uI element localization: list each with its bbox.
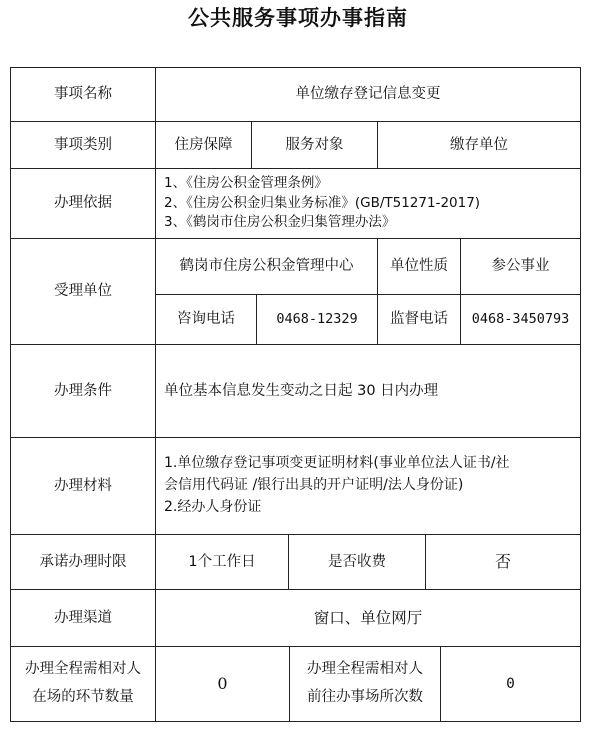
conditions-value: 单位基本信息发生变动之日起 30 日内办理 — [164, 382, 439, 399]
presence-label — [11, 647, 155, 721]
basis-label: 办理依据 — [54, 195, 112, 212]
time-limit-value: 1个工作日 — [188, 553, 256, 570]
visits-label-line: 办理全程需相对人 — [307, 661, 423, 678]
item-category-value: 住房保障 — [174, 136, 233, 153]
unit-nature-value: 参公事业 — [491, 258, 550, 275]
materials-line: 会信用代码证 /银行出具的开户证明/法人身份证) — [164, 477, 464, 494]
basis-list — [156, 169, 580, 238]
supervise-phone-label: 监督电话 — [390, 311, 448, 328]
materials-line: 2.经办人身份证 — [164, 498, 262, 515]
table-border-right — [580, 67, 581, 722]
visits-label-line: 前往办事场所次数 — [307, 689, 423, 705]
visits-label — [290, 647, 440, 721]
channel-value: 窗口、单位网厅 — [313, 608, 423, 627]
service-target-label: 服务对象 — [285, 136, 344, 153]
consult-phone-value: 0468-12329 — [276, 311, 358, 328]
visits-count: 0 — [506, 675, 515, 692]
basis-line: 3、《鹤岗市住房公积金归集管理办法》 — [164, 214, 396, 231]
materials-list — [156, 438, 580, 534]
item-name-label: 事项名称 — [54, 86, 112, 103]
time-limit-label: 承诺办理时限 — [39, 553, 127, 570]
presence-count: 0 — [217, 673, 228, 693]
conditions-label: 办理条件 — [54, 382, 112, 399]
fee-value: 否 — [494, 551, 511, 571]
item-name-value: 单位缴存登记信息变更 — [295, 86, 441, 103]
supervise-phone-value: 0468-3450793 — [471, 311, 570, 328]
consult-phone-label: 咨询电话 — [177, 311, 235, 328]
basis-line: 2、《住房公积金归集业务标准》(GB/T51271-2017) — [164, 194, 481, 211]
page-title: 公共服务事项办事指南 — [188, 5, 408, 30]
materials-label: 办理材料 — [54, 477, 112, 494]
materials-line: 1.单位缴存登记事项变更证明材料(事业单位法人证书/社 — [164, 455, 510, 472]
channel-label: 办理渠道 — [54, 609, 112, 626]
table-border-bottom — [10, 721, 581, 722]
fee-label: 是否收费 — [328, 553, 386, 570]
service-target-value: 缴存单位 — [450, 136, 508, 153]
item-type-label: 事项类别 — [54, 136, 112, 153]
basis-line: 1、《住房公积金管理条例》 — [164, 175, 328, 192]
accepting-unit-label: 受理单位 — [54, 283, 112, 300]
presence-label-line: 办理全程需相对人 — [25, 661, 141, 678]
accepting-unit-name: 鹤岗市住房公积金管理中心 — [179, 258, 354, 275]
presence-label-line: 在场的环节数量 — [32, 689, 134, 705]
unit-nature-label: 单位性质 — [390, 258, 448, 275]
